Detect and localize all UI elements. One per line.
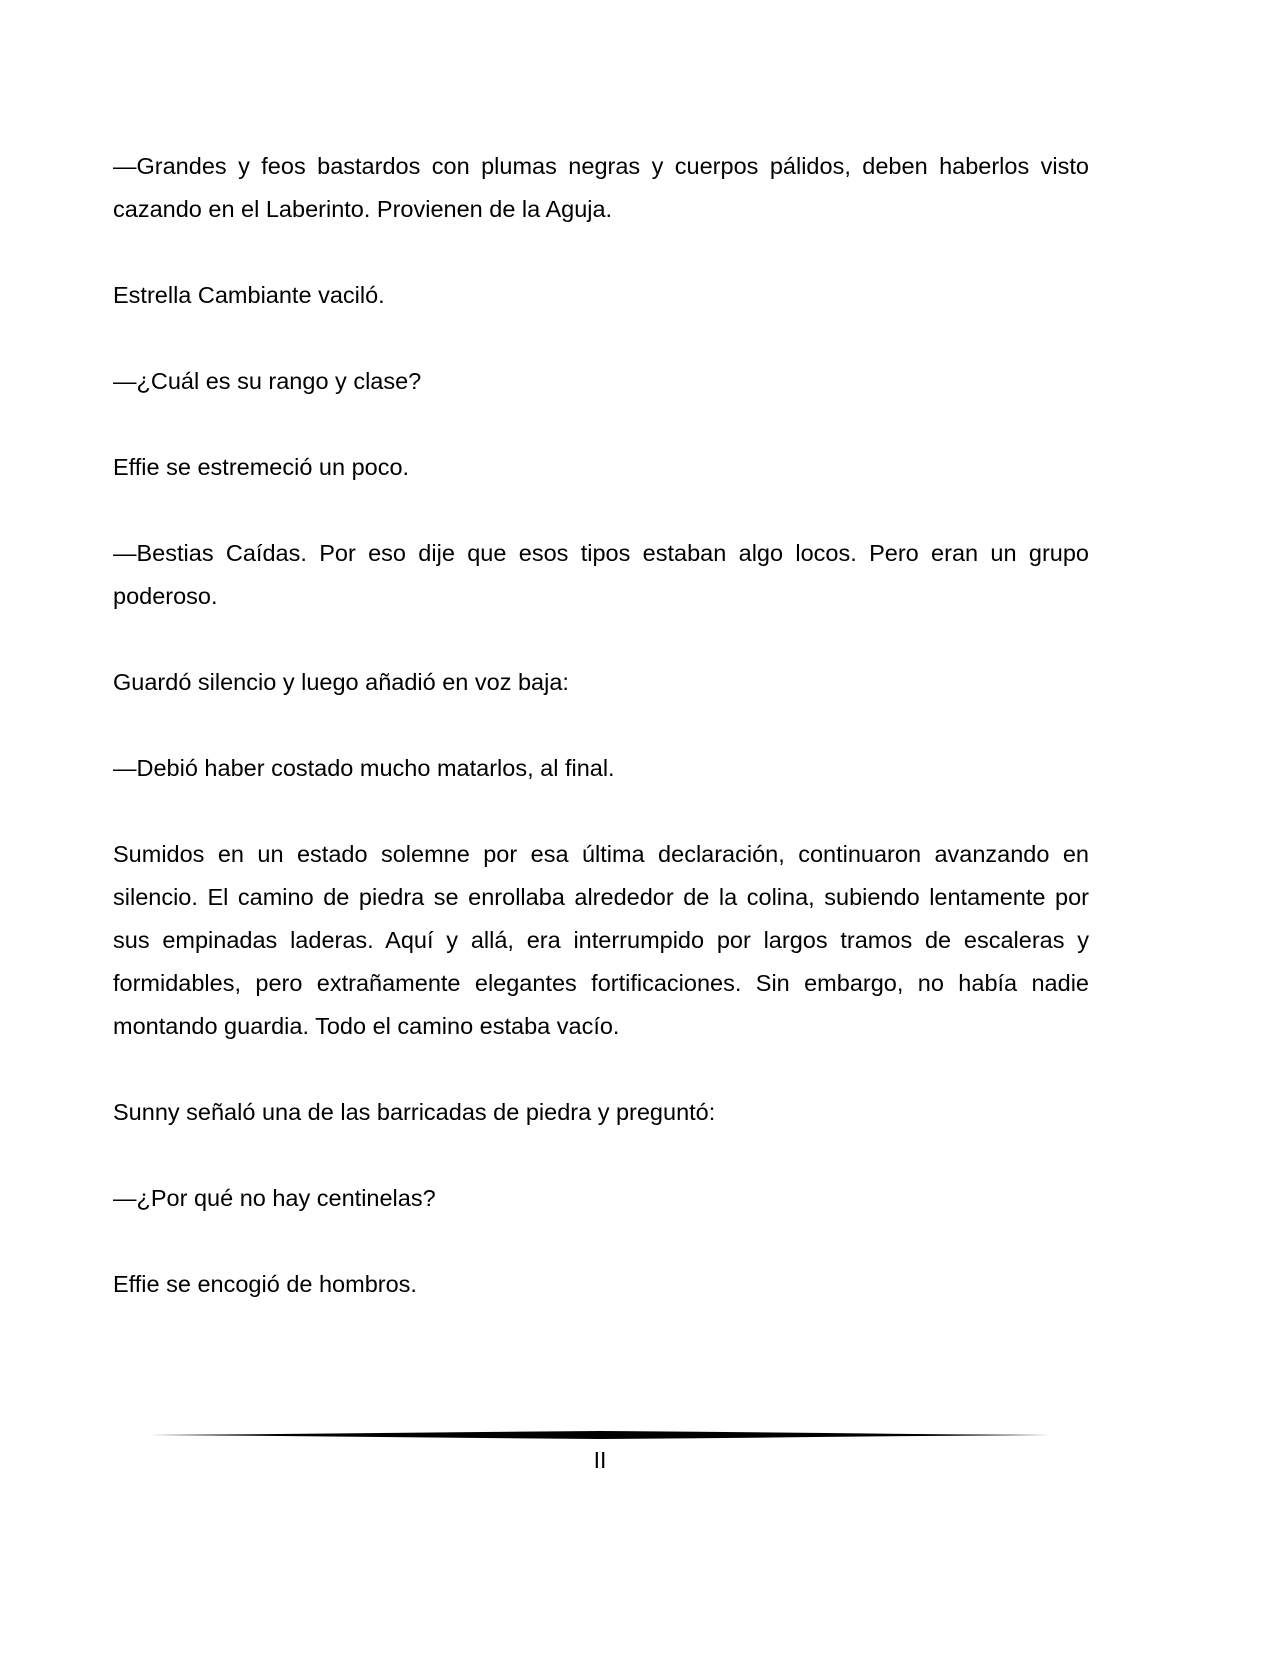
paragraph: —Bestias Caídas. Por eso dije que esos tipos estaban algo locos. Pero eran un grupo poderoso. xyxy=(113,540,1089,609)
text-body xyxy=(113,145,1089,1349)
paragraph: Sumidos en un estado solemne por esa última declaración, continuaron avanzando en silencio. El camino de piedra se enrollaba alrededor de la colina, subiendo lentamente por sus empinadas laderas. Aquí y allá, era interrumpido por largos tramos de escaleras y formidables, pero extrañamente elegantes fortificaciones. Sin embargo, no había nadie montando guardia. Todo el camino estaba vacío. xyxy=(113,841,1089,1039)
paragraph: —¿Por qué no hay centinelas? xyxy=(113,1185,436,1211)
page-number: II xyxy=(593,1447,607,1473)
paragraph: Guardó silencio y luego añadió en voz baja: xyxy=(113,669,569,695)
paragraph: —Grandes y feos bastardos con plumas negras y cuerpos pálidos, deben haberlos visto cazando en el Laberinto. Provienen de la Aguja. xyxy=(113,153,1089,222)
paragraph: Effie se encogió de hombros. xyxy=(113,1271,417,1297)
paragraph: Sunny señaló una de las barricadas de piedra y preguntó: xyxy=(113,1099,716,1125)
paragraph: —¿Cuál es su rango y clase? xyxy=(113,368,422,394)
paragraph: Estrella Cambiante vaciló. xyxy=(113,282,385,308)
paragraph: Effie se estremeció un poco. xyxy=(113,454,410,480)
paragraph: —Debió haber costado mucho matarlos, al final. xyxy=(113,755,615,781)
footer-divider xyxy=(150,1428,1050,1442)
